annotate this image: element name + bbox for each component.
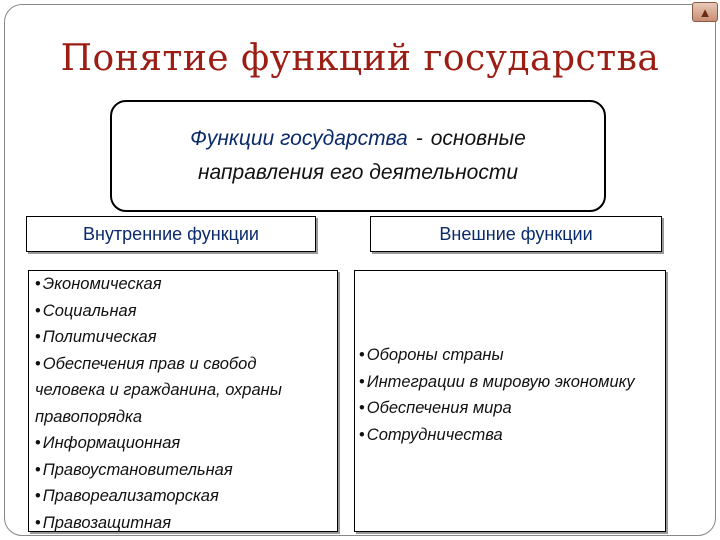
list-item: • Интеграции в мировую экономику — [359, 372, 635, 391]
list-item: • Правореализаторская — [35, 487, 219, 505]
list-item: • Правозащитная — [35, 513, 172, 532]
list-item: • Информационная — [35, 434, 181, 452]
list-item: • Обеспечения мира — [359, 399, 512, 417]
list-item-continuation: человека и гражданина, охраны — [35, 381, 282, 399]
internal-functions-list — [28, 270, 338, 532]
internal-functions-header: Внутренние функции — [26, 216, 316, 252]
definition-line-1 — [112, 122, 604, 156]
definition-dash: - — [415, 127, 423, 150]
list-item: • Экономическая — [35, 275, 162, 293]
page-title: Понятие функций государства — [60, 38, 660, 79]
list-item-continuation: правопорядка — [35, 407, 143, 426]
list-item: • Правоустановительная — [35, 460, 233, 479]
list-item: • Обеспечения прав и свобод — [35, 354, 257, 373]
definition-term: Функции государства — [190, 127, 408, 150]
list-item: • Социальная — [35, 301, 137, 320]
list-item: • Обороны страны — [359, 346, 504, 364]
list-item: • Сотрудничества — [359, 425, 503, 444]
definition-box — [110, 100, 606, 212]
external-functions-list — [354, 270, 666, 532]
definition-rest: основные — [430, 127, 526, 150]
list-item: • Политическая — [35, 328, 157, 346]
home-arrow-icon[interactable]: ▲ — [692, 2, 718, 22]
definition-line-2: направления его деятельности — [197, 161, 519, 184]
external-functions-header: Внешние функции — [370, 216, 662, 252]
